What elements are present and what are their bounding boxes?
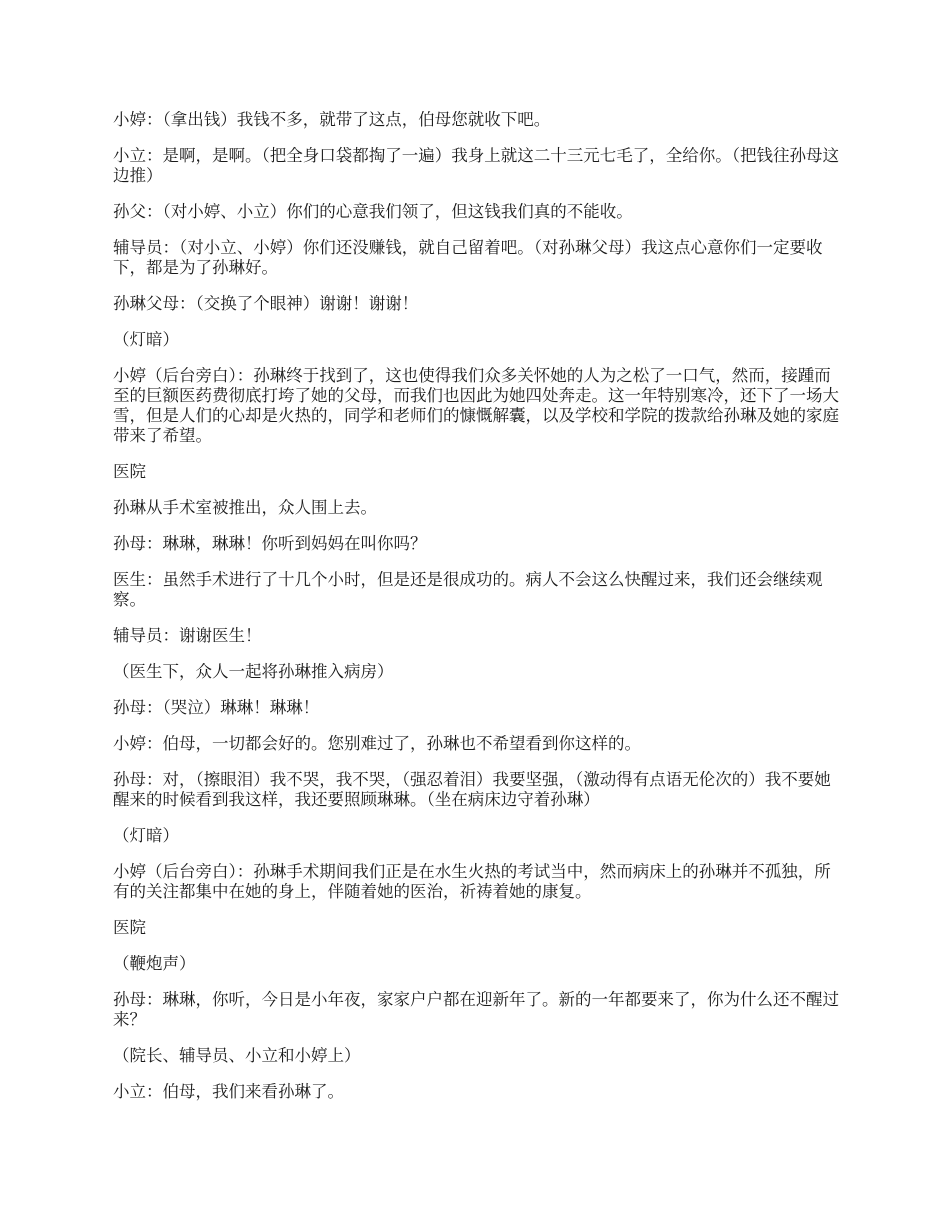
stage-direction: （院长、辅导员、小立和小婷上） bbox=[113, 1046, 361, 1065]
paragraph: 小立：伯母，我们来看孙琳了。 bbox=[113, 1082, 344, 1101]
paragraph: 孙母：琳琳，琳琳！你听到妈妈在叫你吗？ bbox=[113, 534, 427, 553]
paragraph: 孙母：对，（擦眼泪）我不哭，我不哭，（强忍着泪）我要坚强，（激动得有点语无伦次的）我不要她醒来的时候看到我这样，我还要照顾琳琳。（坐在病床边守着孙琳） bbox=[113, 770, 831, 809]
paragraph: 小立：是啊，是啊。（把全身口袋都掏了一遍）我身上就这二十三元七毛了，全给你。（把钱往孙母这边推） bbox=[113, 146, 839, 185]
stage-direction: （鞭炮声） bbox=[113, 954, 196, 973]
paragraph: 小婷：（拿出钱）我钱不多，就带了这点，伯母您就收下吧。 bbox=[113, 110, 551, 129]
paragraph: 孙母：（哭泣）琳琳！琳琳！ bbox=[113, 698, 320, 717]
stage-direction: （灯暗） bbox=[113, 330, 179, 349]
stage-direction: （医生下，众人一起将孙琳推入病房） bbox=[113, 662, 394, 681]
paragraph: 孙母：琳琳，你听，今日是小年夜，家家户户都在迎新年了。新的一年都要来了，你为什么还不醒过来？ bbox=[113, 990, 839, 1029]
paragraph: 小婷：伯母，一切都会好的。您别难过了，孙琳也不希望看到你这样的。 bbox=[113, 734, 641, 753]
script-text bbox=[113, 110, 840, 1118]
paragraph: 小婷（后台旁白）：孙琳终于找到了，这也使得我们众多关怀她的人为之松了一口气，然而，接踵而至的巨额医药费彻底打垮了她的父母，而我们也因此为她四处奔走。这一年特别寒冷，还下了一场大雪，但是人们的心却是火热的，同学和老师们的慷慨解囊，以及学校和学院的拨款给孙琳及她的家庭带来了希望。 bbox=[113, 366, 839, 445]
paragraph: 医生：虽然手术进行了十几个小时，但是还是很成功的。病人不会这么快醒过来，我们还会继续观察。 bbox=[113, 570, 823, 609]
paragraph: 孙琳从手术室被推出，众人围上去。 bbox=[113, 498, 377, 517]
paragraph: 小婷（后台旁白）：孙琳手术期间我们正是在水生火热的考试当中，然而病床上的孙琳并不孤独，所有的关注都集中在她的身上，伴随着她的医治，祈祷着她的康复。 bbox=[113, 862, 831, 901]
scene-heading: 医院 bbox=[113, 462, 146, 481]
paragraph: 辅导员：（对小立、小婷）你们还没赚钱，就自己留着吧。（对孙琳父母）我这点心意你们一定要收下，都是为了孙琳好。 bbox=[113, 238, 823, 277]
paragraph: 孙琳父母：（交换了个眼神）谢谢！谢谢！ bbox=[113, 294, 419, 313]
scene-heading: 医院 bbox=[113, 918, 146, 937]
paragraph: 辅导员：谢谢医生！ bbox=[113, 626, 262, 645]
paragraph: 孙父：（对小婷、小立）你们的心意我们领了，但这钱我们真的不能收。 bbox=[113, 202, 633, 221]
stage-direction: （灯暗） bbox=[113, 826, 179, 845]
